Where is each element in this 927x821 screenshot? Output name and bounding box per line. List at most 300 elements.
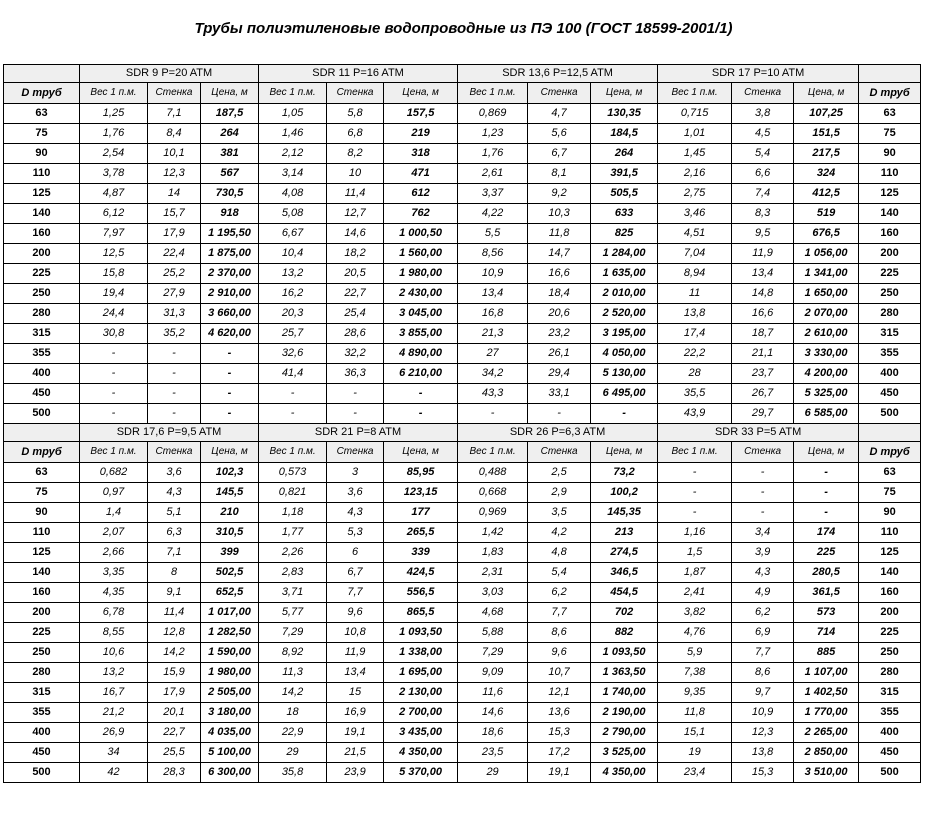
diameter-cell: 280 <box>859 304 921 324</box>
price-cell: - <box>794 483 859 503</box>
weight-cell: 1,45 <box>658 144 732 164</box>
price-cell: 6 210,00 <box>384 364 458 384</box>
wall-cell: 4,9 <box>732 583 794 603</box>
weight-cell: 7,29 <box>259 623 327 643</box>
diameter-cell: 450 <box>859 384 921 404</box>
wall-cell: 18,7 <box>732 324 794 344</box>
weight-cell: 2,26 <box>259 543 327 563</box>
price-cell: 2 505,00 <box>201 683 259 703</box>
weight-cell: - <box>658 483 732 503</box>
wall-cell: 11,8 <box>528 224 591 244</box>
diameter-header: D труб <box>859 83 921 104</box>
price-cell: 730,5 <box>201 184 259 204</box>
price-cell: 210 <box>201 503 259 523</box>
price-cell: 1 740,00 <box>591 683 658 703</box>
price-cell: 3 525,00 <box>591 743 658 763</box>
weight-cell: 6,67 <box>259 224 327 244</box>
diameter-cell: 75 <box>4 483 80 503</box>
sdr-group-header: SDR 17 P=10 ATM <box>658 65 859 83</box>
price-cell: 4 050,00 <box>591 344 658 364</box>
wall-cell: 13,6 <box>528 703 591 723</box>
diameter-cell: 63 <box>859 104 921 124</box>
diameter-cell: 160 <box>859 583 921 603</box>
price-cell: 5 325,00 <box>794 384 859 404</box>
price-cell: 264 <box>591 144 658 164</box>
weight-cell: 8,94 <box>658 264 732 284</box>
weight-cell: 15,1 <box>658 723 732 743</box>
table-row <box>4 603 921 623</box>
table-row <box>4 723 921 743</box>
wall-cell: 2,9 <box>528 483 591 503</box>
weight-header: Вес 1 п.м. <box>458 442 528 463</box>
price-cell: 412,5 <box>794 184 859 204</box>
weight-cell: 30,8 <box>80 324 148 344</box>
wall-cell: 28,6 <box>327 324 384 344</box>
wall-cell: 14,7 <box>528 244 591 264</box>
diameter-cell: 75 <box>859 124 921 144</box>
weight-cell: 4,35 <box>80 583 148 603</box>
weight-cell: 11,3 <box>259 663 327 683</box>
weight-cell: 3,35 <box>80 563 148 583</box>
wall-cell: 25,5 <box>148 743 201 763</box>
weight-cell: 18 <box>259 703 327 723</box>
wall-cell: 5,1 <box>148 503 201 523</box>
weight-cell: 26,9 <box>80 723 148 743</box>
wall-cell: 5,4 <box>528 563 591 583</box>
table-row <box>4 224 921 244</box>
price-cell: 505,5 <box>591 184 658 204</box>
weight-header: Вес 1 п.м. <box>259 442 327 463</box>
wall-cell: - <box>327 404 384 424</box>
wall-cell: 7,1 <box>148 104 201 124</box>
weight-cell: 29 <box>259 743 327 763</box>
weight-cell: 35,5 <box>658 384 732 404</box>
wall-cell: 17,9 <box>148 683 201 703</box>
price-cell: - <box>201 404 259 424</box>
wall-cell: 7,1 <box>148 543 201 563</box>
weight-cell: 10,9 <box>458 264 528 284</box>
diameter-cell: 225 <box>859 264 921 284</box>
price-cell: 652,5 <box>201 583 259 603</box>
price-cell: 102,3 <box>201 463 259 483</box>
weight-cell: 2,61 <box>458 164 528 184</box>
weight-cell: 1,46 <box>259 124 327 144</box>
wall-cell: 6 <box>327 543 384 563</box>
price-cell: 454,5 <box>591 583 658 603</box>
wall-cell: 12,7 <box>327 204 384 224</box>
price-cell: 825 <box>591 224 658 244</box>
weight-cell: 1,77 <box>259 523 327 543</box>
wall-cell: 6,6 <box>732 164 794 184</box>
wall-header: Стенка <box>732 83 794 104</box>
diameter-cell: 500 <box>4 763 80 783</box>
wall-cell: 4,8 <box>528 543 591 563</box>
wall-cell: 15,3 <box>528 723 591 743</box>
price-cell: 274,5 <box>591 543 658 563</box>
price-cell: 318 <box>384 144 458 164</box>
diameter-header: D труб <box>859 442 921 463</box>
diameter-cell: 90 <box>859 503 921 523</box>
diameter-cell: 90 <box>859 144 921 164</box>
table-row <box>4 763 921 783</box>
wall-cell: 18,2 <box>327 244 384 264</box>
price-cell: 339 <box>384 543 458 563</box>
wall-cell: 15 <box>327 683 384 703</box>
price-cell: 2 700,00 <box>384 703 458 723</box>
price-cell: 174 <box>794 523 859 543</box>
price-cell: 4 350,00 <box>384 743 458 763</box>
weight-cell: 7,97 <box>80 224 148 244</box>
wall-cell: 6,7 <box>327 563 384 583</box>
diameter-cell: 500 <box>859 763 921 783</box>
header-blank-cell <box>4 424 80 442</box>
price-cell: 346,5 <box>591 563 658 583</box>
price-cell: 1 093,50 <box>384 623 458 643</box>
price-cell: 130,35 <box>591 104 658 124</box>
header-blank-cell <box>859 424 921 442</box>
diameter-cell: 125 <box>859 543 921 563</box>
weight-cell: 3,37 <box>458 184 528 204</box>
weight-cell: 1,87 <box>658 563 732 583</box>
price-header: Цена, м <box>384 83 458 104</box>
header-blank-cell <box>859 65 921 83</box>
table-row <box>4 563 921 583</box>
price-cell: 145,35 <box>591 503 658 523</box>
table-row <box>4 683 921 703</box>
table-row <box>4 364 921 384</box>
wall-cell: 31,3 <box>148 304 201 324</box>
table-row <box>4 643 921 663</box>
weight-cell: 17,4 <box>658 324 732 344</box>
price-cell: 73,2 <box>591 463 658 483</box>
price-cell: 1 284,00 <box>591 244 658 264</box>
wall-cell: 7,4 <box>732 184 794 204</box>
wall-cell: 7,7 <box>528 603 591 623</box>
price-cell: 4 035,00 <box>201 723 259 743</box>
weight-cell: 23,4 <box>658 763 732 783</box>
price-cell: 2 070,00 <box>794 304 859 324</box>
table-row <box>4 284 921 304</box>
wall-cell: 6,7 <box>528 144 591 164</box>
wall-cell: 20,6 <box>528 304 591 324</box>
wall-cell: 8,4 <box>148 124 201 144</box>
wall-cell: 16,6 <box>732 304 794 324</box>
weight-cell: 1,83 <box>458 543 528 563</box>
wall-cell: 4,3 <box>327 503 384 523</box>
wall-cell: 12,1 <box>528 683 591 703</box>
wall-cell: 5,6 <box>528 124 591 144</box>
wall-cell: 4,3 <box>148 483 201 503</box>
weight-cell: 13,4 <box>458 284 528 304</box>
wall-header: Стенка <box>327 83 384 104</box>
weight-cell: 43,3 <box>458 384 528 404</box>
diameter-cell: 90 <box>4 144 80 164</box>
wall-cell: 6,3 <box>148 523 201 543</box>
wall-cell: 9,2 <box>528 184 591 204</box>
column-header-row <box>4 442 921 463</box>
price-cell: 2 520,00 <box>591 304 658 324</box>
weight-cell: 41,4 <box>259 364 327 384</box>
price-cell: 100,2 <box>591 483 658 503</box>
weight-cell: 7,38 <box>658 663 732 683</box>
price-cell: 1 093,50 <box>591 643 658 663</box>
price-cell: 2 265,00 <box>794 723 859 743</box>
price-cell: 5 100,00 <box>201 743 259 763</box>
wall-cell: 29,4 <box>528 364 591 384</box>
diameter-cell: 63 <box>4 104 80 124</box>
wall-header: Стенка <box>528 442 591 463</box>
weight-cell: 0,573 <box>259 463 327 483</box>
wall-cell: 15,9 <box>148 663 201 683</box>
diameter-cell: 125 <box>859 184 921 204</box>
price-cell: 3 195,00 <box>591 324 658 344</box>
weight-cell: 16,2 <box>259 284 327 304</box>
table-row <box>4 623 921 643</box>
weight-cell: - <box>80 364 148 384</box>
price-cell: 145,5 <box>201 483 259 503</box>
price-cell: 471 <box>384 164 458 184</box>
price-cell: 107,25 <box>794 104 859 124</box>
wall-cell: 8,3 <box>732 204 794 224</box>
table-row <box>4 324 921 344</box>
price-cell: 3 510,00 <box>794 763 859 783</box>
wall-cell: 11,9 <box>327 643 384 663</box>
table-row <box>4 663 921 683</box>
weight-cell: 1,25 <box>80 104 148 124</box>
price-cell: 1 560,00 <box>384 244 458 264</box>
wall-cell: 6,9 <box>732 623 794 643</box>
weight-cell: - <box>458 404 528 424</box>
weight-cell: 0,715 <box>658 104 732 124</box>
wall-cell: 4,7 <box>528 104 591 124</box>
price-cell: 1 363,50 <box>591 663 658 683</box>
price-cell: 1 000,50 <box>384 224 458 244</box>
header-blank-cell <box>4 65 80 83</box>
weight-cell: 2,54 <box>80 144 148 164</box>
sdr-group-header: SDR 9 P=20 ATM <box>80 65 259 83</box>
price-cell: 1 770,00 <box>794 703 859 723</box>
wall-cell: 36,3 <box>327 364 384 384</box>
wall-cell: 8 <box>148 563 201 583</box>
wall-cell: 3,5 <box>528 503 591 523</box>
weight-cell: 2,66 <box>80 543 148 563</box>
weight-cell: 14,6 <box>458 703 528 723</box>
diameter-cell: 110 <box>4 523 80 543</box>
wall-cell: 4,5 <box>732 124 794 144</box>
weight-cell: 29 <box>458 763 528 783</box>
price-cell: 213 <box>591 523 658 543</box>
weight-cell: 14,2 <box>259 683 327 703</box>
diameter-cell: 225 <box>859 623 921 643</box>
diameter-cell: 500 <box>859 404 921 424</box>
table-row <box>4 703 921 723</box>
wall-cell: 3,6 <box>148 463 201 483</box>
diameter-cell: 315 <box>859 324 921 344</box>
price-cell: 6 495,00 <box>591 384 658 404</box>
diameter-cell: 90 <box>4 503 80 523</box>
wall-cell: 33,1 <box>528 384 591 404</box>
table-row <box>4 124 921 144</box>
wall-header: Стенка <box>732 442 794 463</box>
price-cell: 1 107,00 <box>794 663 859 683</box>
wall-header: Стенка <box>148 442 201 463</box>
weight-cell: 0,869 <box>458 104 528 124</box>
diameter-cell: 63 <box>4 463 80 483</box>
price-cell: 123,15 <box>384 483 458 503</box>
table-row <box>4 264 921 284</box>
weight-header: Вес 1 п.м. <box>80 83 148 104</box>
weight-cell: - <box>259 404 327 424</box>
diameter-cell: 160 <box>4 224 80 244</box>
weight-cell: 21,3 <box>458 324 528 344</box>
price-cell: 1 980,00 <box>201 663 259 683</box>
price-header: Цена, м <box>794 83 859 104</box>
wall-cell: 26,1 <box>528 344 591 364</box>
wall-cell: 3,9 <box>732 543 794 563</box>
price-cell: 865,5 <box>384 603 458 623</box>
sdr-group-header: SDR 26 P=6,3 ATM <box>458 424 658 442</box>
price-cell: 1 695,00 <box>384 663 458 683</box>
wall-cell: 11,4 <box>327 184 384 204</box>
wall-cell: 6,2 <box>528 583 591 603</box>
wall-cell: 13,4 <box>327 663 384 683</box>
wall-cell: 5,4 <box>732 144 794 164</box>
diameter-cell: 140 <box>4 563 80 583</box>
wall-cell: 9,5 <box>732 224 794 244</box>
price-header: Цена, м <box>201 83 259 104</box>
wall-cell: 16,6 <box>528 264 591 284</box>
price-cell: 217,5 <box>794 144 859 164</box>
wall-cell: 5,3 <box>327 523 384 543</box>
diameter-header: D труб <box>4 442 80 463</box>
wall-cell: - <box>732 483 794 503</box>
weight-cell: 5,9 <box>658 643 732 663</box>
wall-cell: - <box>732 463 794 483</box>
weight-cell: 35,8 <box>259 763 327 783</box>
price-cell: 2 430,00 <box>384 284 458 304</box>
sdr-group-header: SDR 17,6 P=9,5 ATM <box>80 424 259 442</box>
wall-cell: 12,3 <box>732 723 794 743</box>
wall-cell: 7,7 <box>327 583 384 603</box>
wall-cell: 3,8 <box>732 104 794 124</box>
weight-cell: 23,5 <box>458 743 528 763</box>
weight-cell: 28 <box>658 364 732 384</box>
weight-cell: 5,77 <box>259 603 327 623</box>
wall-cell: 10,9 <box>732 703 794 723</box>
price-cell: 1 635,00 <box>591 264 658 284</box>
wall-cell: 21,1 <box>732 344 794 364</box>
weight-cell: 3,14 <box>259 164 327 184</box>
price-cell: 519 <box>794 204 859 224</box>
weight-cell: 1,16 <box>658 523 732 543</box>
weight-cell: 0,668 <box>458 483 528 503</box>
price-cell: 5 130,00 <box>591 364 658 384</box>
table-row <box>4 104 921 124</box>
weight-cell: 2,83 <box>259 563 327 583</box>
diameter-cell: 355 <box>4 344 80 364</box>
wall-cell: 9,6 <box>327 603 384 623</box>
diameter-cell: 250 <box>4 643 80 663</box>
price-cell: 714 <box>794 623 859 643</box>
price-cell: 1 980,00 <box>384 264 458 284</box>
weight-cell: 6,78 <box>80 603 148 623</box>
price-cell: 1 056,00 <box>794 244 859 264</box>
sdr-group-header-row <box>4 424 921 442</box>
weight-cell: 5,08 <box>259 204 327 224</box>
price-cell: 573 <box>794 603 859 623</box>
table-row <box>4 743 921 763</box>
diameter-cell: 125 <box>4 184 80 204</box>
weight-cell: 8,92 <box>259 643 327 663</box>
weight-cell: 0,97 <box>80 483 148 503</box>
diameter-cell: 400 <box>4 364 80 384</box>
weight-cell: - <box>658 463 732 483</box>
wall-cell: 6,8 <box>327 124 384 144</box>
price-header: Цена, м <box>591 442 658 463</box>
price-cell: 2 910,00 <box>201 284 259 304</box>
price-cell: 184,5 <box>591 124 658 144</box>
wall-cell: 9,6 <box>528 643 591 663</box>
wall-cell: 14,6 <box>327 224 384 244</box>
diameter-cell: 500 <box>4 404 80 424</box>
table-row <box>4 404 921 424</box>
weight-cell: 4,51 <box>658 224 732 244</box>
diameter-cell: 250 <box>859 643 921 663</box>
weight-cell: 42 <box>80 763 148 783</box>
diameter-cell: 400 <box>859 364 921 384</box>
table-row <box>4 384 921 404</box>
price-cell: 885 <box>794 643 859 663</box>
diameter-cell: 110 <box>4 164 80 184</box>
diameter-cell: 225 <box>4 623 80 643</box>
diameter-cell: 280 <box>4 304 80 324</box>
weight-cell: 22,9 <box>259 723 327 743</box>
diameter-cell: 200 <box>4 603 80 623</box>
price-cell: 399 <box>201 543 259 563</box>
diameter-cell: 63 <box>859 463 921 483</box>
wall-cell: - <box>732 503 794 523</box>
table-row <box>4 344 921 364</box>
price-cell: 612 <box>384 184 458 204</box>
weight-cell: 7,04 <box>658 244 732 264</box>
price-cell: 1 282,50 <box>201 623 259 643</box>
weight-cell: 1,4 <box>80 503 148 523</box>
weight-cell: 43,9 <box>658 404 732 424</box>
wall-cell: 23,9 <box>327 763 384 783</box>
weight-cell: 19,4 <box>80 284 148 304</box>
wall-cell: - <box>148 364 201 384</box>
price-cell: 310,5 <box>201 523 259 543</box>
wall-cell: 4,2 <box>528 523 591 543</box>
diameter-cell: 125 <box>4 543 80 563</box>
price-cell: 5 370,00 <box>384 763 458 783</box>
diameter-cell: 250 <box>859 284 921 304</box>
price-cell: 1 017,00 <box>201 603 259 623</box>
weight-cell: 21,2 <box>80 703 148 723</box>
weight-cell: 1,42 <box>458 523 528 543</box>
wall-cell: 10,3 <box>528 204 591 224</box>
price-header: Цена, м <box>201 442 259 463</box>
wall-cell: 26,7 <box>732 384 794 404</box>
price-cell: 762 <box>384 204 458 224</box>
column-header-row <box>4 83 921 104</box>
weight-cell: 8,56 <box>458 244 528 264</box>
wall-cell: 35,2 <box>148 324 201 344</box>
price-cell: 918 <box>201 204 259 224</box>
diameter-cell: 140 <box>859 563 921 583</box>
price-cell: - <box>794 503 859 523</box>
price-cell: - <box>384 384 458 404</box>
